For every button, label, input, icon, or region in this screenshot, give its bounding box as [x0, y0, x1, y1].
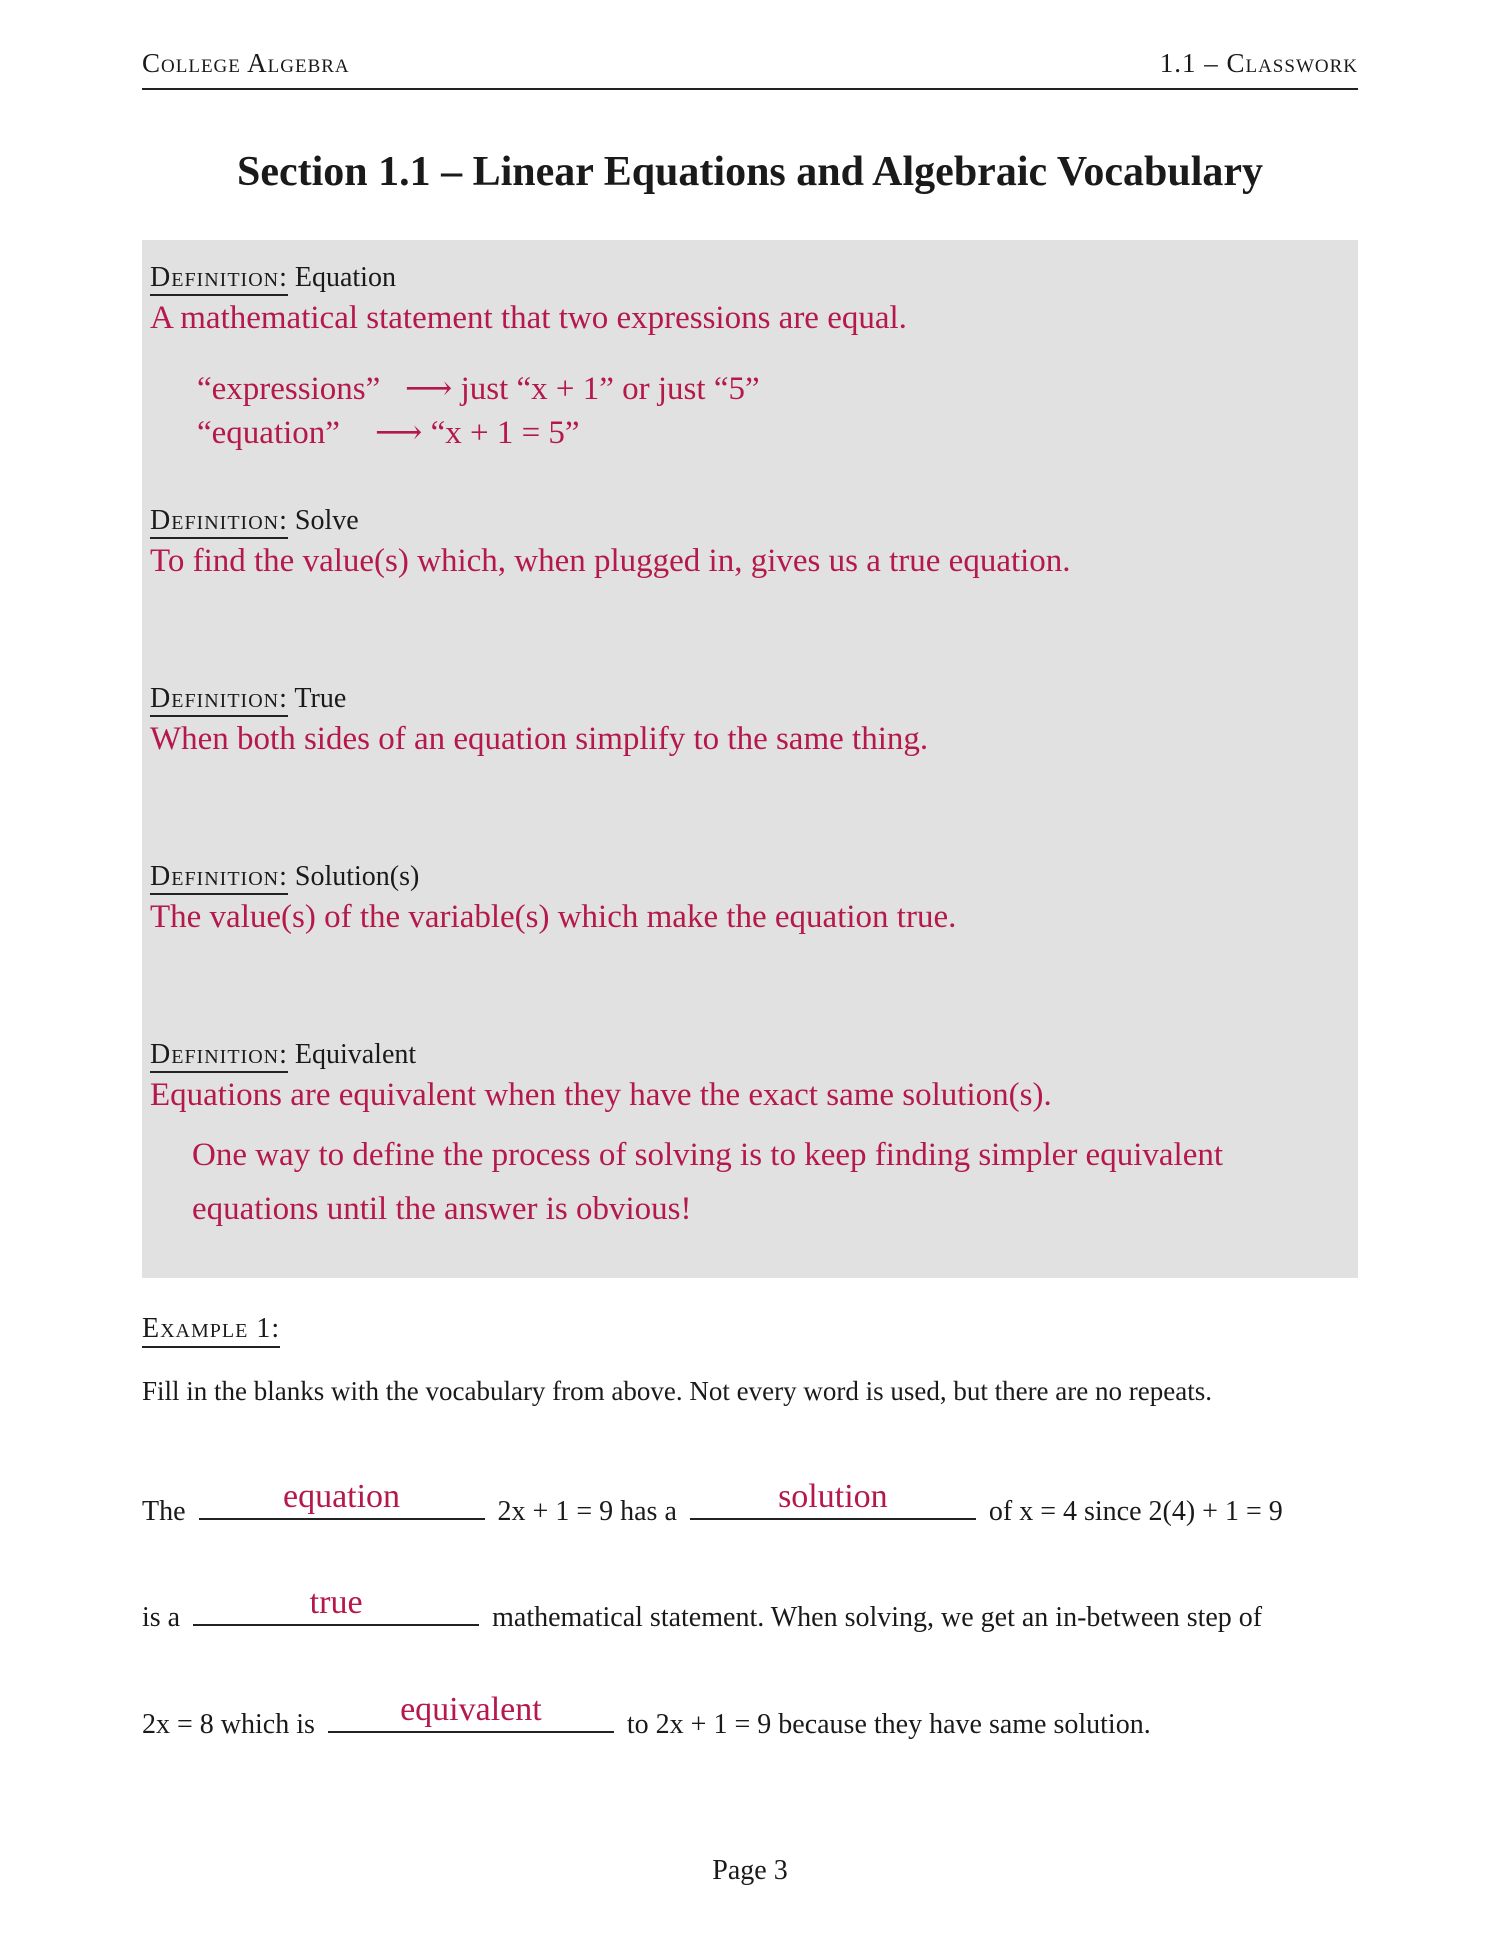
definition-keyword: Definition:: [150, 683, 288, 717]
blank-3[interactable]: [193, 1584, 479, 1626]
equation-example-row: “expressions” ⟶ just “x + 1” or just “5”: [197, 371, 760, 407]
definitions-box: [142, 240, 1358, 1278]
definition-true: [150, 683, 1350, 758]
worksheet-label: 1.1 – Classwork: [1159, 48, 1358, 78]
definition-equation: [150, 262, 1350, 337]
definition-keyword: Definition:: [150, 1039, 288, 1073]
example-heading: Example 1:: [142, 1313, 280, 1348]
example-instructions: Fill in the blanks with the vocabulary from above. Not every word is used, but there are no repeats.: [142, 1376, 1212, 1406]
fill-in-line-2: is a true mathematical statement. When solving, we get an in-between step of: [142, 1584, 1263, 1633]
definition-solutions: [150, 861, 1350, 936]
solving-note: One way to define the process of solving is to keep finding simpler equivalent equations until the answer is obvious!: [192, 1137, 1224, 1227]
definition-text: A mathematical statement that two expressions are equal.: [150, 300, 907, 336]
fill-in-line-3: 2x = 8 which is equivalent to 2x + 1 = 9 because they have same solution.: [142, 1691, 1151, 1740]
definition-term: True: [294, 683, 347, 714]
fill-in-line-1: The equation 2x + 1 = 9 has a solution of x = 4 since 2(4) + 1 = 9: [142, 1478, 1283, 1527]
page-header: [142, 48, 1358, 90]
blank-answer: equation: [282, 1478, 401, 1515]
definition-term: Solution(s): [294, 861, 420, 892]
definition-text: The value(s) of the variable(s) which make the equation true.: [150, 899, 957, 935]
blank-answer: equivalent: [400, 1691, 542, 1728]
definition-equivalent: [150, 1039, 1350, 1114]
definition-keyword: Definition:: [150, 262, 288, 296]
definition-text: When both sides of an equation simplify to the same thing.: [150, 721, 929, 757]
definition-term: Equation: [294, 262, 396, 293]
blank-2[interactable]: [690, 1478, 976, 1520]
blank-answer: true: [309, 1584, 363, 1621]
course-name: College Algebra: [142, 48, 350, 78]
blank-answer: solution: [778, 1478, 888, 1515]
arrow-icon: ⟶: [405, 371, 453, 407]
definition-keyword: Definition:: [150, 505, 288, 539]
definition-keyword: Definition:: [150, 861, 288, 895]
blank-4[interactable]: [328, 1691, 614, 1733]
definition-solve: [150, 505, 1350, 580]
equation-example-row: “equation” ⟶ “x + 1 = 5”: [197, 415, 580, 451]
definition-term: Equivalent: [294, 1039, 417, 1070]
section-title: Section 1.1 – Linear Equations and Algebraic Vocabulary: [236, 149, 1264, 195]
definition-text: Equations are equivalent when they have the exact same solution(s).: [150, 1077, 1052, 1113]
blank-1[interactable]: [199, 1478, 485, 1520]
definition-text: To find the value(s) which, when plugged in, gives us a true equation.: [150, 543, 1071, 579]
definition-term: Solve: [294, 505, 359, 536]
page-number: Page 3: [712, 1855, 788, 1886]
arrow-icon: ⟶: [375, 415, 423, 451]
